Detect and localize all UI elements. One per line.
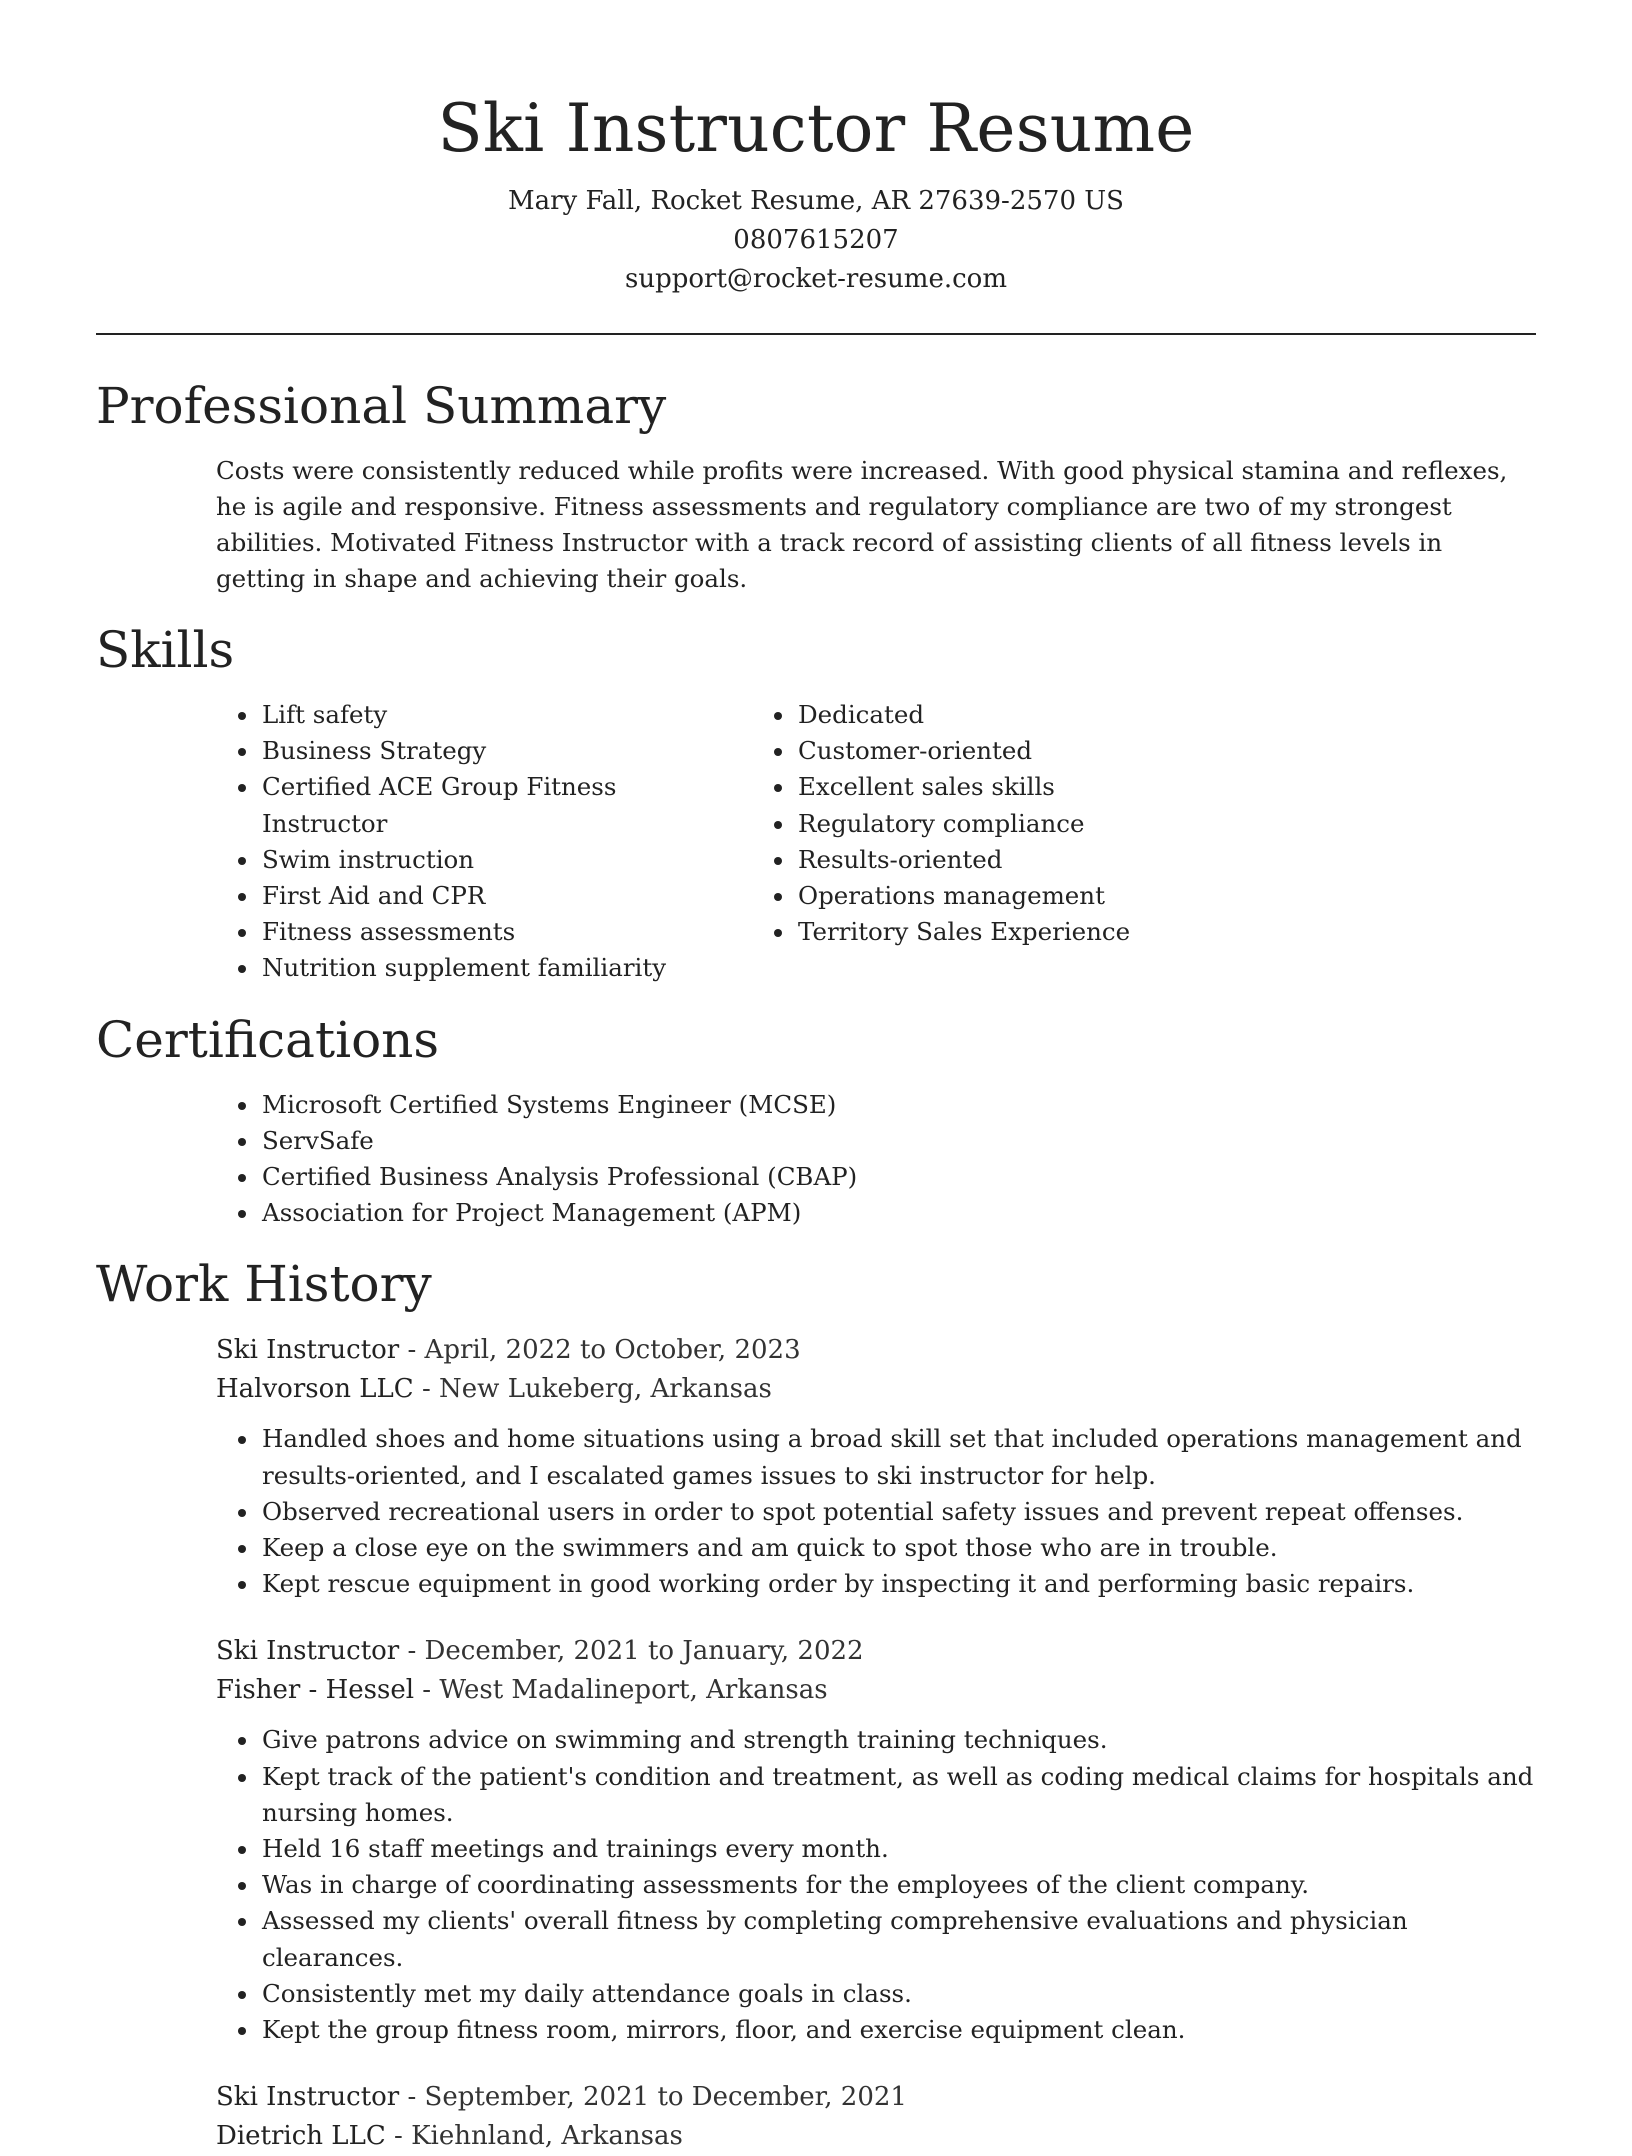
job-title-line <box>216 1632 1536 1671</box>
job-title-line <box>216 2078 1536 2117</box>
job-duty-item: • Was in charge of coordinating assessments for the employees of the client company. <box>260 1867 1536 1903</box>
job-duty-item: • Kept rescue equipment in good working order by inspecting it and performing basic repairs. <box>260 1566 1536 1602</box>
certification-item: • Certified Business Analysis Professional (CBAP) <box>260 1159 1536 1195</box>
skill-item: • Excellent sales skills <box>796 769 1130 805</box>
certification-item: • ServSafe <box>260 1123 1536 1159</box>
job-duty-item: • Keep a close eye on the swimmers and am quick to spot those who are in trouble. <box>260 1530 1536 1566</box>
summary-text: Costs were consistently reduced while profits were increased. With good physical stamina and reflexes, he is agile and responsive. Fitness assessments and regulatory compliance are two of my strongest abilities. Motivated Fitness Instructor with a track record of assisting clients of all fitness levels in getting in shape and achieving their goals. <box>216 456 1508 593</box>
skill-item: • Certified ACE Group Fitness Instructor <box>260 769 746 841</box>
job-company-line <box>216 1671 1536 1710</box>
separator: - <box>385 2121 412 2152</box>
job-title: Ski Instructor <box>216 1335 400 1366</box>
job-duties-list <box>216 1722 1536 2048</box>
job-location: West Madalineport, Arkansas <box>439 1675 828 1706</box>
job-location: Kiehnland, Arkansas <box>411 2121 683 2152</box>
job-dates: December, 2021 to January, 2022 <box>424 1636 864 1667</box>
job-title: Ski Instructor <box>216 2082 400 2113</box>
job-title-line <box>216 1331 1536 1370</box>
certifications-list <box>96 1087 1536 1232</box>
job-duty-item: • Handled shoes and home situations using a broad skill set that included operations management and results-oriented, and I escalated games issues to ski instructor for help. <box>260 1421 1536 1493</box>
contact-address: Mary Fall, Rocket Resume, AR 27639-2570 US <box>508 186 1124 216</box>
job-company-line <box>216 1370 1536 1409</box>
contact-phone: 0807615207 <box>733 225 899 255</box>
skill-item: • Territory Sales Experience <box>796 914 1130 950</box>
summary-heading: Professional Summary <box>96 377 667 435</box>
skill-item: • Dedicated <box>796 697 1130 733</box>
jobs-container <box>96 1331 1536 2156</box>
job-duty-item: • Kept the group fitness room, mirrors, floor, and exercise equipment clean. <box>260 2012 1536 2048</box>
skill-item: • Swim instruction <box>260 842 746 878</box>
resume-title: Ski Instructor Resume <box>437 90 1195 167</box>
work-history-section <box>96 1251 1536 2156</box>
skill-item: • Results-oriented <box>796 842 1130 878</box>
job-duty-item: • Give patrons advice on swimming and strength training techniques. <box>260 1722 1536 1758</box>
job-dates: September, 2021 to December, 2021 <box>424 2082 907 2113</box>
job-company: Dietrich LLC <box>216 2121 386 2152</box>
job-entry <box>216 1632 1536 2048</box>
contact-email: support@rocket-resume.com <box>624 264 1007 294</box>
separator: - <box>399 1636 425 1667</box>
skill-item: • Business Strategy <box>260 733 746 769</box>
certifications-section <box>96 1007 1536 1232</box>
job-company: Fisher - Hessel <box>216 1675 415 1706</box>
job-duty-item: • Assessed my clients' overall fitness by completing comprehensive evaluations and physician clearances. <box>260 1903 1536 1975</box>
job-duty-item: • Held 16 staff meetings and trainings every month. <box>260 1831 1536 1867</box>
skills-list-left <box>96 697 746 987</box>
certification-item: • Association for Project Management (APM) <box>260 1195 1536 1231</box>
separator: - <box>414 1675 440 1706</box>
skill-item: • Lift safety <box>260 697 746 733</box>
skills-columns <box>96 697 1536 987</box>
skill-item: • Nutrition supplement familiarity <box>260 950 746 986</box>
job-title: Ski Instructor <box>216 1636 400 1667</box>
skills-list-right <box>746 697 1130 987</box>
certifications-heading: Certifications <box>96 1010 440 1069</box>
job-entry <box>216 1331 1536 1602</box>
job-duty-item: • Consistently met my daily attendance goals in class. <box>260 1976 1536 2012</box>
skill-item: • Operations management <box>796 878 1130 914</box>
job-company-line <box>216 2117 1536 2156</box>
job-entry <box>216 2078 1536 2156</box>
skill-item: • First Aid and CPR <box>260 878 746 914</box>
job-location: New Lukeberg, Arkansas <box>439 1374 772 1405</box>
resume-header <box>96 0 1536 299</box>
separator: - <box>413 1374 440 1405</box>
skill-item: • Customer-oriented <box>796 733 1130 769</box>
job-company: Halvorson LLC <box>216 1374 414 1405</box>
header-divider <box>96 333 1536 335</box>
skills-heading: Skills <box>96 621 235 679</box>
skill-item: • Fitness assessments <box>260 914 746 950</box>
skills-section <box>96 617 1536 987</box>
work-history-heading: Work History <box>96 1255 432 1314</box>
contact-block <box>96 182 1536 299</box>
separator: - <box>399 1335 425 1366</box>
summary-section <box>96 373 1536 597</box>
job-dates: April, 2022 to October, 2023 <box>424 1335 801 1366</box>
certification-item: • Microsoft Certified Systems Engineer (MCSE) <box>260 1087 1536 1123</box>
job-duty-item: • Observed recreational users in order to spot potential safety issues and prevent repeat offenses. <box>260 1494 1536 1530</box>
job-duty-item: • Kept track of the patient's condition and treatment, as well as coding medical claims for hospitals and nursing homes. <box>260 1759 1536 1831</box>
separator: - <box>399 2082 425 2113</box>
job-duties-list <box>216 1421 1536 1602</box>
skill-item: • Regulatory compliance <box>796 806 1130 842</box>
